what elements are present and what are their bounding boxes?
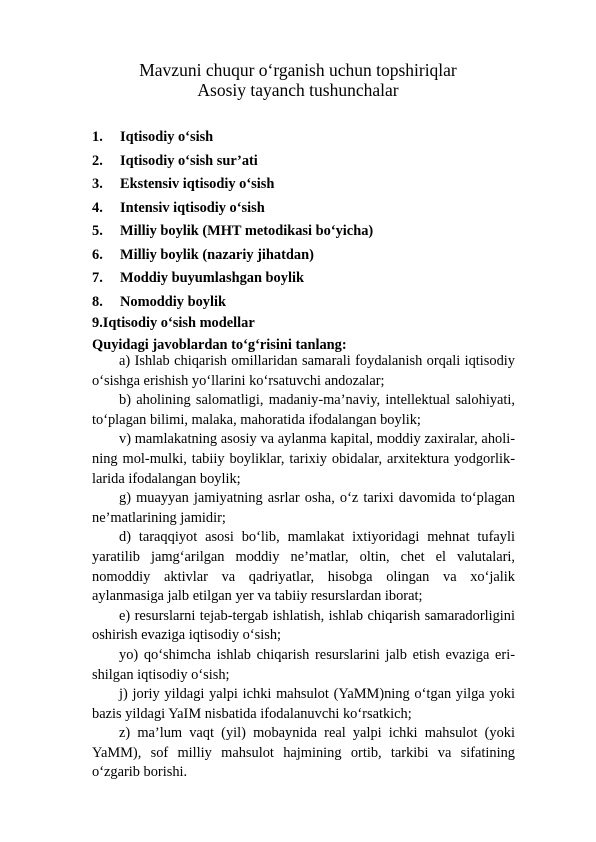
list-item-number: 5. xyxy=(92,223,103,239)
list-item-label: Iqtisodiy o‘sish xyxy=(120,129,214,145)
list-item-number: 2. xyxy=(92,152,103,169)
answer-option-j: j) joriy yildagi yalpi ichki mahsulot (YaMM)ning o‘tgan yilga yoki bazis yildagi YaIM nisbatida ifodalanuvchi ko‘rsatkich; xyxy=(92,686,515,722)
list-item-label: Moddiy buyumlashgan boylik xyxy=(120,270,304,286)
page-subtitle: Asosiy tayanch tushunchalar xyxy=(197,80,399,100)
answer-option-a: a) Ishlab chiqarish omillaridan samarali foydalanish orqali iqtisodiy o‘sishga erishish yo‘llarini ko‘rsatuvchi andozalar; xyxy=(92,353,515,389)
answer-option-z: z) ma’lum vaqt (yil) mobaynida real yalpi ichki mahsulot (yoki YaMM), sof milliy mahsulot hajmining ortib, tarkibi va sifatining o‘zgarib borishi. xyxy=(92,725,515,781)
answer-option-e: e) resurslarni tejab-tergab ishlatish, ishlab chiqarish samaradorligini oshirish evaziga iqtisodiy o‘sish; xyxy=(92,607,515,644)
list-item-label: Intensiv iqtisodiy o‘sish xyxy=(120,199,265,216)
answer-options xyxy=(92,352,515,783)
list-item-label: Nomoddiy boylik xyxy=(120,293,226,310)
answer-option-v: v) mamlakatning asosiy va aylanma kapital, moddiy zaxiralar, aholi- ning mol-mulki, tabiiy boyliklar, tarixiy obidalar, arxitektura yodgorlik- larida ifodalangan boylik; xyxy=(92,431,515,487)
list-item-number: 3. xyxy=(92,176,103,192)
list-item-number: 8. xyxy=(92,293,103,310)
answer-option-b: b) aholining salomatligi, madaniy-ma’naviy, intellektual salohiyati, to‘plagan bilimi, malaka, mahoratida ifodalangan boylik; xyxy=(92,392,515,428)
answer-option-d: d) taraqqiyot asosi bo‘lib, mamlakat ixtiyoridagi mehnat tufayli yaratilib jamg‘arilgan moddiy ne’matlar, oltin, chet el valutalari, nomoddiy aktivlar va qadriyatlar, hisobga olingan va xo‘jalik aylanmasiga jalb etilgan yer va tabiiy resurslardan iborat; xyxy=(92,529,515,605)
list-item-label: Iqtisodiy o‘sish sur’ati xyxy=(120,152,258,169)
answer-option-g: g) muayyan jamiyatning asrlar osha, o‘z tarixi davomida to‘plagan ne’matlarining jamidir; xyxy=(92,490,515,526)
page-title: Mavzuni chuqur o‘rganish uchun topshiriqlar xyxy=(139,60,457,80)
task-instruction: Quyidagi javoblardan to‘g‘risini tanlang: xyxy=(92,337,347,353)
list-item-number: 1. xyxy=(92,129,103,145)
list-item-models: 9.Iqtisodiy o‘sish modellar xyxy=(92,315,255,331)
list-item-number: 4. xyxy=(92,199,103,216)
list-item-label: Milliy boylik (nazariy jihatdan) xyxy=(120,246,314,263)
list-item-number: 7. xyxy=(92,270,103,286)
list-item-label: Ekstensiv iqtisodiy o‘sish xyxy=(120,176,275,192)
list-item-label: Milliy boylik (MHT metodikasi bo‘yicha) xyxy=(120,223,374,239)
list-item-number: 6. xyxy=(92,246,103,263)
answer-option-yo: yo) qo‘shimcha ishlab chiqarish resurslarini jalb etish evaziga eri- shilgan iqtisodiy o‘sish; xyxy=(92,646,515,683)
